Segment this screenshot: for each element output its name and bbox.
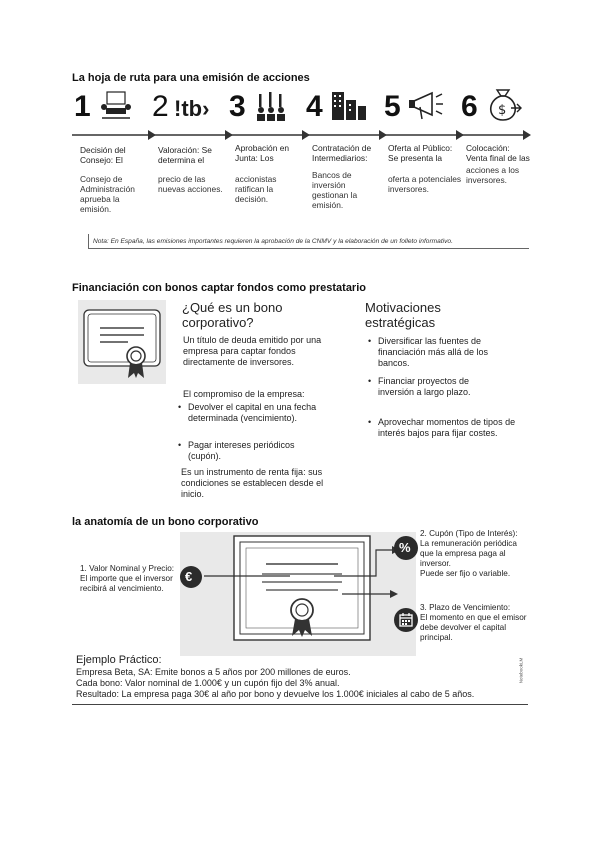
step-5-title: Oferta al Público: Se presenta la (388, 143, 453, 163)
roadmap-step-6 (461, 92, 541, 122)
step-number: 2 (152, 90, 169, 123)
example-title: Ejemplo Práctico: (76, 654, 162, 666)
meeting-icon (98, 90, 136, 122)
step-3-body: accionistas ratifican la decisión. (235, 174, 277, 204)
step-2-title: Valoración: Se determina el (158, 145, 212, 165)
cnmv-note: Nota: En España, las emisiones importantes requieren la aprobación de la CNMV y la elaboración de un folleto informativo. (93, 238, 453, 245)
svg-text:$: $ (498, 103, 507, 118)
step-number: 4 (306, 90, 323, 123)
step-6-title: Colocación: Venta final de las (466, 143, 530, 163)
bond-definition: Un título de deuda emitido por una empresa para captar fondos directamente de inversores. (183, 335, 322, 367)
euro-icon: € (180, 566, 202, 588)
step-number: 5 (384, 90, 401, 123)
roadmap-step-5 (384, 92, 464, 122)
bank-building-icon (328, 88, 368, 122)
anatomy-heading: la anatomía de un bono corporativo (72, 516, 259, 528)
fixed-income-note: Es un instrumento de renta fija: sus condiciones se establecen desde el inicio. (181, 467, 324, 499)
timeline-arrow-line (72, 128, 532, 142)
step-number: 6 (461, 90, 478, 123)
megaphone-icon (406, 89, 446, 123)
step-2-body: precio de las nuevas acciones. (158, 174, 223, 194)
commitment-item: • Devolver el capital en una fecha determinada (vencimiento). (178, 402, 317, 423)
motivation-item: • Financiar proyectos de inversión a largo plazo. (368, 376, 471, 397)
step-3-title: Aprobación en Junta: Los (235, 143, 290, 163)
roadmap-step-1 (74, 92, 154, 122)
step-number: 1 (74, 90, 91, 123)
step-5-body: oferta a potenciales inversores. (388, 174, 462, 194)
side-watermark: NotebookLM (518, 657, 524, 684)
what-is-bond-title: ¿Qué es un bono corporativo? (182, 300, 283, 330)
step-number: 3 (229, 90, 246, 123)
motivations-title: Motivaciones estratégicas (365, 300, 441, 330)
coupon-label: 2. Cupón (Tipo de Interés): La remuneración periódica que la empresa paga al inversor. Puede ser fijo o variable. (420, 529, 518, 578)
percent-icon: % (394, 536, 418, 560)
valuation-icon: !tb› (174, 96, 210, 121)
example-line: Resultado: La empresa paga 30€ al año por bono y devuelve los 1.000€ iniciales al cabo de 5 años. (76, 689, 475, 699)
example-box (72, 654, 528, 705)
commitment-intro: El compromiso de la empresa: (183, 389, 305, 399)
bonds-heading: Financiación con bonos captar fondos como prestatario (72, 282, 366, 294)
example-line: Cada bono: Valor nominal de 1.000€ y un cupón fijo del 3% anual. (76, 678, 340, 688)
example-line: Empresa Beta, SA: Emite bonos a 5 años por 200 millones de euros. (76, 667, 351, 677)
step-4-title: Contratación de Intermediarios: (312, 143, 372, 163)
step-6-body: acciones a los inversores. (466, 165, 520, 185)
motivation-item: • Diversificar las fuentes de financiación más allá de los bancos. (368, 336, 489, 368)
roadmap-heading: La hoja de ruta para una emisión de acciones (72, 72, 310, 84)
certificate-icon (78, 300, 166, 384)
money-bag-icon (483, 86, 523, 122)
commitment-item: • Pagar intereses periódicos (cupón). (178, 440, 295, 461)
step-4-body: Bancos de inversión gestionan la emisión. (312, 170, 358, 210)
step-1-title: Decisión del Consejo: El (80, 145, 126, 165)
roadmap-step-4 (306, 92, 386, 122)
roadmap-step-3 (229, 92, 309, 122)
motivation-item: • Aprovechar momentos de tipos de interés bajos para fijar costes. (368, 417, 516, 438)
maturity-label: 3. Plazo de Vencimiento: El momento en que el emisor debe devolver el capital principal. (420, 603, 527, 642)
roadmap-step-2 (152, 92, 232, 122)
certificate-panel (78, 300, 166, 384)
raised-hands-icon (253, 90, 293, 122)
nominal-value-label: 1. Valor Nominal y Precio: El importe que el inversor recibirá al vencimiento. (80, 564, 175, 593)
step-1-body: Consejo de Administración aprueba la emisión. (80, 174, 135, 214)
note-box (88, 234, 529, 249)
calendar-icon (394, 608, 418, 632)
